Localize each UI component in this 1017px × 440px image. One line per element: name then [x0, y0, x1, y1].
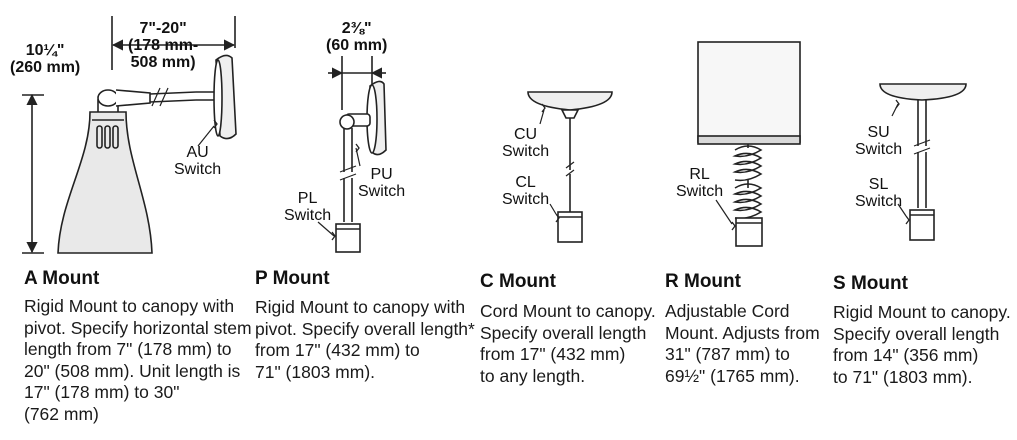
cu-switch-label: CU Switch [502, 126, 550, 160]
au-switch-label: AU Switch [174, 144, 222, 178]
a-mount-description: Rigid Mount to canopy with pivot. Specify horizontal stem length from 7" (178 mm) to 20" (508 mm). Unit length is 17" (178 mm) to 30" (762 mm) [24, 296, 252, 424]
r-mount-title: R Mount [665, 271, 741, 292]
p-width-dimension: 2⅜" (60 mm) [326, 20, 388, 54]
cl-switch-label: CL Switch [502, 174, 550, 208]
a-height-dimension: 10¼" (260 mm) [10, 42, 81, 76]
pu-switch-label: PU Switch [358, 166, 406, 200]
s-mount-drawing [880, 84, 966, 240]
s-mount-title: S Mount [833, 273, 908, 294]
p-mount-title: P Mount [255, 268, 330, 289]
c-mount-drawing [528, 92, 612, 242]
su-switch-label: SU Switch [855, 124, 903, 158]
r-mount-drawing [698, 42, 800, 246]
c-mount-title: C Mount [480, 271, 556, 292]
pl-switch-label: PL Switch [284, 190, 332, 224]
p-mount-description: Rigid Mount to canopy with pivot. Specify overall length* from 17" (432 mm) to 71" (1803 mm). [255, 297, 475, 382]
rl-switch-label: RL Switch [676, 166, 724, 200]
a-stem-dimension: 7"-20" (178 mm- 508 mm) [128, 20, 199, 71]
r-mount-description: Adjustable Cord Mount. Adjusts from 31" (787 mm) to 69½" (1765 mm). [665, 301, 820, 386]
a-mount-title: A Mount [24, 268, 100, 289]
c-mount-description: Cord Mount to canopy. Specify overall length from 17" (432 mm) to any length. [480, 301, 656, 386]
sl-switch-label: SL Switch [855, 176, 903, 210]
s-mount-description: Rigid Mount to canopy. Specify overall length from 14" (356 mm) to 71" (1803 mm). [833, 302, 1011, 387]
